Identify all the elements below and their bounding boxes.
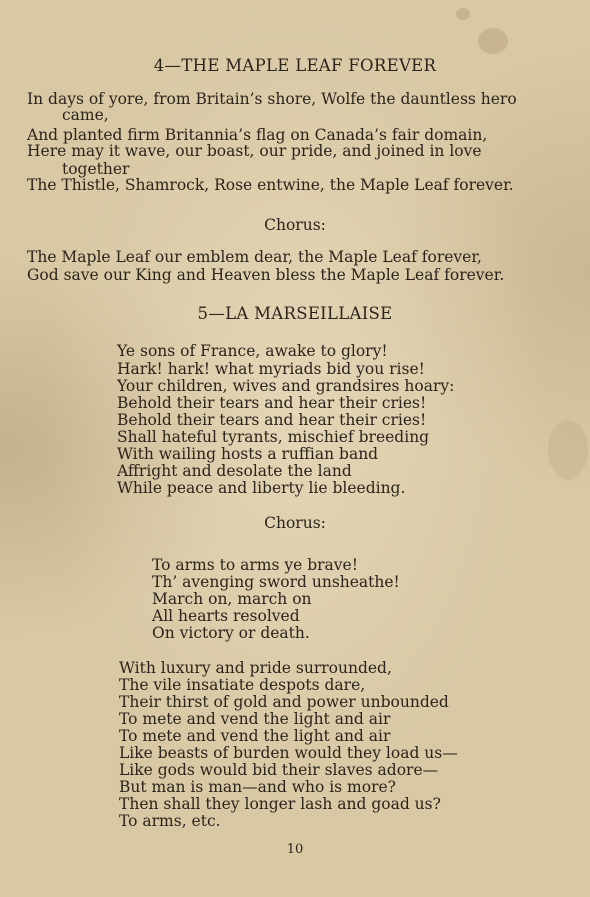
verse-line: To mete and vend the light and air xyxy=(119,727,391,745)
chorus-line: March on, march on xyxy=(152,590,312,608)
verse-line: To mete and vend the light and air xyxy=(119,710,391,728)
verse-line: While peace and liberty lie bleeding. xyxy=(117,479,406,497)
verse-line: Shall hateful tyrants, mischief breeding xyxy=(117,428,430,446)
verse-line: Like beasts of burden would they load us— xyxy=(119,744,458,762)
verse-line: To arms, etc. xyxy=(119,812,221,830)
chorus-line: To arms to arms ye brave! xyxy=(152,556,358,574)
paper-stain xyxy=(456,8,470,20)
verse-line: Behold their tears and hear their cries! xyxy=(117,411,427,429)
chorus-label: Chorus: xyxy=(264,514,326,532)
verse-line: In days of yore, from Britain’s shore, Wolfe the dauntless hero xyxy=(27,90,517,108)
song-title: 4—THE MAPLE LEAF FOREVER xyxy=(153,56,437,75)
verse-line: Behold their tears and hear their cries! xyxy=(117,394,427,412)
verse-line: Ye sons of France, awake to glory! xyxy=(117,342,388,360)
verse-line: Affright and desolate the land xyxy=(117,462,352,480)
paper-stain xyxy=(548,420,588,480)
chorus-line: All hearts resolved xyxy=(152,607,300,625)
verse-line: But man is man—and who is more? xyxy=(119,778,396,796)
verse-line: With luxury and pride surrounded, xyxy=(119,659,392,677)
verse-line: together xyxy=(62,160,130,178)
verse-line: Like gods would bid their slaves adore— xyxy=(119,761,439,779)
verse-line: The Thistle, Shamrock, Rose entwine, the Maple Leaf forever. xyxy=(27,176,514,194)
song-title: 5—LA MARSEILLAISE xyxy=(197,304,393,323)
chorus-label: Chorus: xyxy=(264,216,326,234)
chorus-line: God save our King and Heaven bless the Maple Leaf forever. xyxy=(27,266,505,284)
page-number: 10 xyxy=(286,842,304,857)
verse-line: came, xyxy=(62,106,109,124)
verse-line: Then shall they longer lash and goad us? xyxy=(119,795,441,813)
chorus-line: On victory or death. xyxy=(152,624,310,642)
verse-line: Here may it wave, our boast, our pride, and joined in love xyxy=(27,142,482,160)
verse-line: Their thirst of gold and power unbounded xyxy=(119,693,449,711)
verse-line: And planted firm Britannia’s flag on Canada’s fair domain, xyxy=(27,126,488,144)
verse-line: Hark! hark! what myriads bid you rise! xyxy=(117,360,425,378)
verse-line: With wailing hosts a ruffian band xyxy=(117,445,379,463)
verse-line: Your children, wives and grandsires hoary: xyxy=(117,377,455,395)
paper-stain xyxy=(478,28,508,54)
verse-line: The vile insatiate despots dare, xyxy=(119,676,366,694)
chorus-line: Th’ avenging sword unsheathe! xyxy=(152,573,400,591)
chorus-line: The Maple Leaf our emblem dear, the Maple Leaf forever, xyxy=(27,248,482,266)
